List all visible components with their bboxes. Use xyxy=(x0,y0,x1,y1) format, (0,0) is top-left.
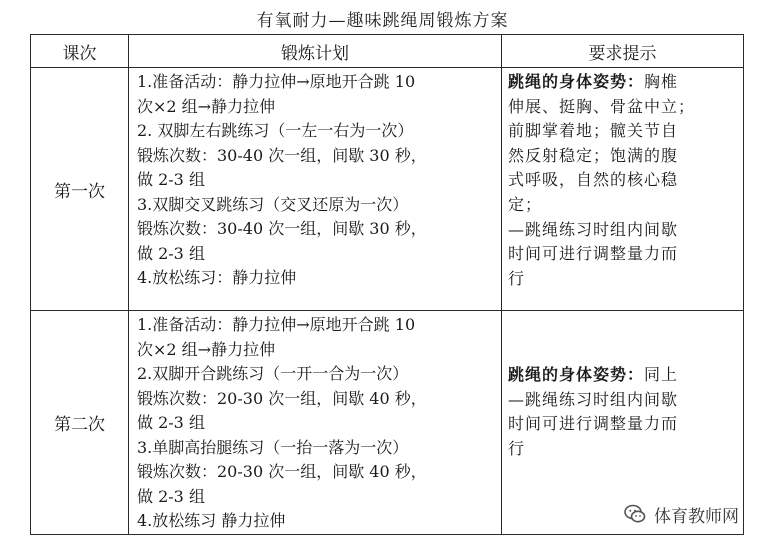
requirement-line: 伸展、挺胸、骨盆中立； xyxy=(508,96,696,116)
plan-line: 1.准备活动：静力拉伸→原地开合跳 10 xyxy=(137,72,416,91)
posture-heading: 跳绳的身体姿势： xyxy=(508,365,645,384)
requirement-line: —跳绳练习时组内间歇 xyxy=(508,389,679,409)
watermark-text: 体育教师网 xyxy=(654,506,739,527)
requirement-line: 行 xyxy=(508,268,526,288)
document-title: 有氧耐力—趣味跳绳周锻炼方案 xyxy=(256,11,509,31)
plan-line: 锻炼次数：30-40 次一组，间歇 30 秒， xyxy=(137,145,427,165)
requirement-line: 时间可进行调整量力而 xyxy=(508,414,679,434)
requirement-line: 定； xyxy=(508,194,543,214)
session-cell: 第一次 xyxy=(31,68,129,311)
plan-line: 2.双脚开合跳练习（一开一合为一次） xyxy=(137,364,409,383)
plan-line: 次×2 组→静力拉伸 xyxy=(137,339,276,359)
plan-cell xyxy=(129,68,502,311)
requirements-cell xyxy=(502,68,744,311)
requirement-line: 行 xyxy=(508,438,526,458)
plan-line: 3.单脚高抬腿练习（一抬一落为一次） xyxy=(137,437,409,457)
plan-cell xyxy=(129,311,502,535)
plan-line: 做 2-3 组 xyxy=(137,413,205,432)
table-row xyxy=(31,68,744,311)
plan-line: 做 2-3 组 xyxy=(137,170,205,189)
plan-line: 次×2 组→静力拉伸 xyxy=(137,96,276,116)
requirement-line: 式呼吸，自然的核心稳 xyxy=(508,170,679,190)
requirement-line: 然反射稳定；饱满的腹 xyxy=(508,145,679,165)
requirement-text: 胸椎 xyxy=(644,72,679,91)
plan-line: 做 2-3 组 xyxy=(137,243,205,263)
requirement-line: 时间可进行调整量力而 xyxy=(508,244,679,264)
plan-line: 锻炼次数：30-40 次一组，间歇 30 秒， xyxy=(137,219,427,238)
plan-line: 做 2-3 组 xyxy=(137,486,205,506)
plan-line: 1.准备活动：静力拉伸→原地开合跳 10 xyxy=(137,315,416,334)
plan-line: 锻炼次数：20-30 次一组，间歇 40 秒， xyxy=(137,388,427,408)
requirement-line: 前脚掌着地；髋关节自 xyxy=(508,121,679,141)
watermark xyxy=(620,500,743,528)
plan-line: 4.放松练习 静力拉伸 xyxy=(137,511,286,530)
table-header-row xyxy=(31,35,744,68)
header-plan: 锻炼计划 xyxy=(129,35,502,68)
plan-line: 锻炼次数：20-30 次一组，间歇 40 秒， xyxy=(137,462,427,481)
posture-heading: 跳绳的身体姿势： xyxy=(508,72,645,91)
header-requirements: 要求提示 xyxy=(502,35,744,68)
requirement-line: —跳绳练习时组内间歇 xyxy=(508,219,679,239)
requirement-text: 同上 xyxy=(644,365,679,384)
plan-line: 3.双脚交叉跳练习（交叉还原为一次） xyxy=(137,194,409,214)
wechat-icon xyxy=(624,503,646,525)
header-session: 课次 xyxy=(31,35,129,68)
plan-line: 4.放松练习：静力拉伸 xyxy=(137,268,297,287)
plan-line: 2. 双脚左右跳练习（一左一右为一次） xyxy=(137,121,414,140)
training-plan-table xyxy=(30,34,744,535)
session-cell: 第二次 xyxy=(31,311,129,535)
